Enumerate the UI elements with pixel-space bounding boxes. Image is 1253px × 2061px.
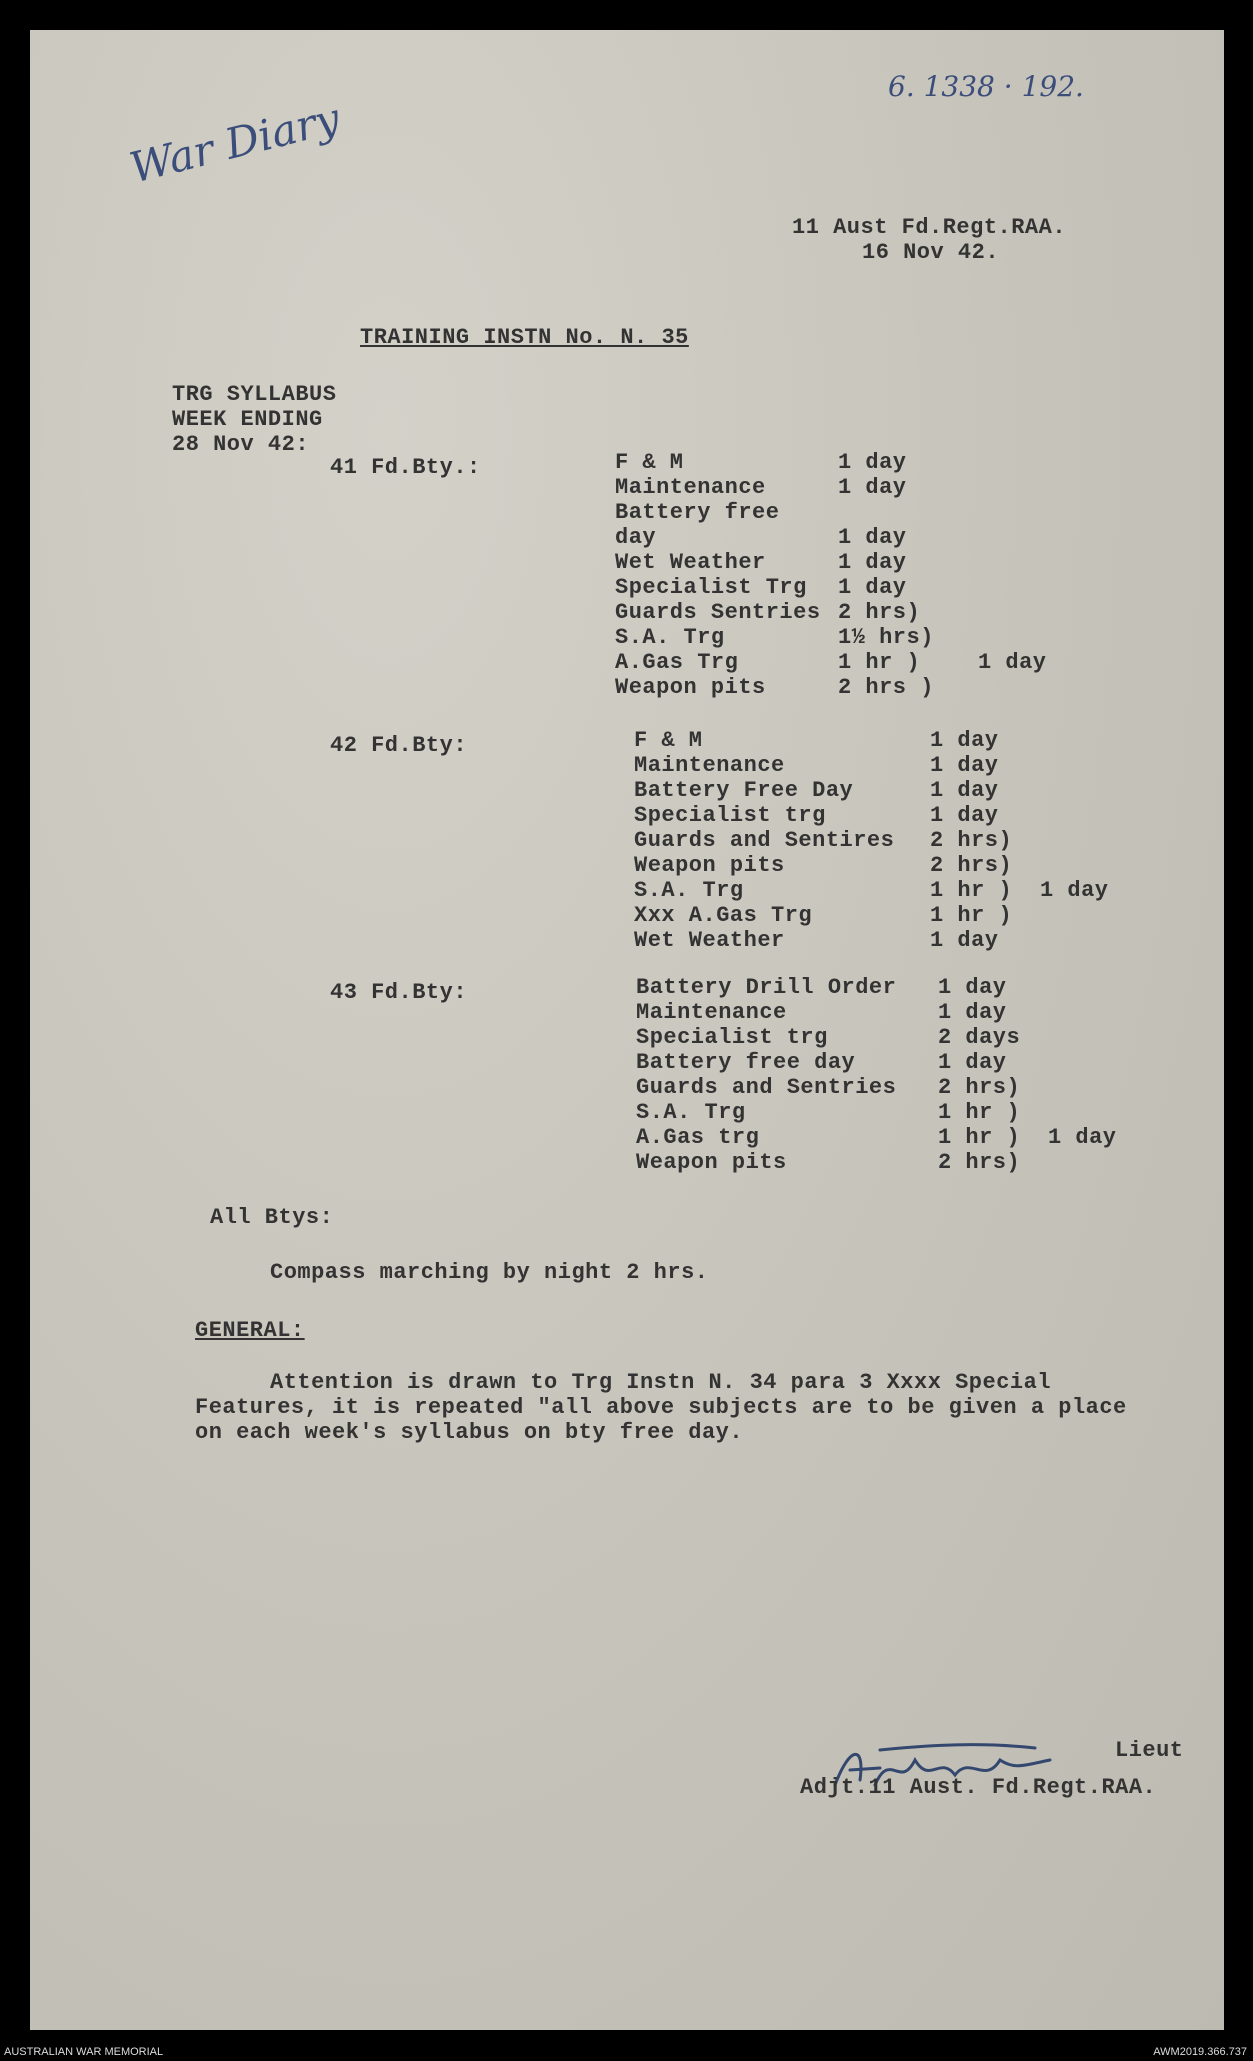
- schedule-time: 1½ hrs): [838, 625, 934, 650]
- schedule-time: 2 hrs): [938, 1075, 1021, 1100]
- schedule-time: 2 hrs): [930, 828, 1013, 853]
- schedule-time: 2 days: [938, 1025, 1021, 1050]
- schedule-subject: A.Gas trg: [636, 1125, 760, 1150]
- schedule-time: 1 day: [938, 975, 1007, 1000]
- schedule-time: 2 hrs): [930, 853, 1013, 878]
- handwritten-ref-number: 6. 1338 · 192.: [888, 70, 1084, 103]
- all-btys-text: Compass marching by night 2 hrs.: [270, 1260, 709, 1285]
- schedule-subject: A.Gas Trg: [615, 650, 739, 675]
- schedule-time: 1 day: [930, 728, 999, 753]
- schedule-time: 1 day: [838, 550, 907, 575]
- schedule-subject: Battery free: [615, 500, 780, 525]
- schedule-time: 1 day: [838, 475, 907, 500]
- schedule-subject: Maintenance: [636, 1000, 787, 1025]
- general-line: Attention is drawn to Trg Instn N. 34 para 3 Xxxx Special: [270, 1370, 1052, 1395]
- schedule-subject: Guards Sentries: [615, 600, 821, 625]
- schedule-subject: F & M: [615, 450, 684, 475]
- group-total: 1 day: [1048, 1125, 1117, 1150]
- schedule-subject: F & M: [634, 728, 703, 753]
- signature-appointment: Adjt.11 Aust. Fd.Regt.RAA.: [800, 1775, 1157, 1800]
- schedule-subject: Wet Weather: [634, 928, 785, 953]
- footer-institution: AUSTRALIAN WAR MEMORIAL: [4, 2046, 164, 2058]
- schedule-subject: Weapon pits: [634, 853, 785, 878]
- schedule-time: 1 day: [938, 1000, 1007, 1025]
- general-heading: GENERAL:: [195, 1318, 305, 1343]
- schedule-subject: Xxx A.Gas Trg: [634, 903, 813, 928]
- battery-name: 42 Fd.Bty:: [330, 733, 468, 758]
- document-page: [30, 30, 1224, 2030]
- signature-rank: Lieut: [1115, 1738, 1184, 1763]
- schedule-subject: Weapon pits: [636, 1150, 787, 1175]
- document-title: TRAINING INSTN No. N. 35: [360, 325, 689, 350]
- schedule-subject: Guards and Sentires: [634, 828, 895, 853]
- footer-accession: AWM2019.366.737: [1153, 2046, 1247, 2058]
- schedule-subject: S.A. Trg: [634, 878, 744, 903]
- schedule-time: 1 day: [838, 575, 907, 600]
- schedule-subject: Specialist trg: [634, 803, 826, 828]
- syllabus-heading-line: WEEK ENDING: [172, 407, 323, 432]
- schedule-time: 1 day: [838, 525, 907, 550]
- schedule-time: 1 hr ): [938, 1100, 1021, 1125]
- schedule-subject: Wet Weather: [615, 550, 766, 575]
- schedule-subject: Specialist Trg: [615, 575, 807, 600]
- schedule-subject: Specialist trg: [636, 1025, 828, 1050]
- schedule-subject: Battery free day: [636, 1050, 856, 1075]
- schedule-subject: day: [615, 525, 657, 550]
- schedule-time: 1 hr ): [938, 1125, 1021, 1150]
- schedule-subject: Battery Drill Order: [636, 975, 897, 1000]
- general-line: on each week's syllabus on bty free day.: [195, 1420, 744, 1445]
- schedule-subject: Battery Free Day: [634, 778, 854, 803]
- schedule-time: 1 day: [930, 803, 999, 828]
- group-total: 1 day: [978, 650, 1047, 675]
- schedule-time: 1 day: [930, 928, 999, 953]
- schedule-time: 1 hr ): [930, 903, 1013, 928]
- schedule-subject: S.A. Trg: [615, 625, 725, 650]
- schedule-time: 1 hr ): [930, 878, 1013, 903]
- schedule-subject: S.A. Trg: [636, 1100, 746, 1125]
- schedule-time: 1 day: [930, 753, 999, 778]
- syllabus-heading-line: TRG SYLLABUS: [172, 382, 337, 407]
- schedule-time: 2 hrs): [938, 1150, 1021, 1175]
- schedule-subject: Guards and Sentries: [636, 1075, 897, 1100]
- schedule-subject: Maintenance: [615, 475, 766, 500]
- schedule-time: 1 day: [930, 778, 999, 803]
- battery-name: 41 Fd.Bty.:: [330, 455, 481, 480]
- schedule-time: 2 hrs): [838, 600, 921, 625]
- schedule-subject: Weapon pits: [615, 675, 766, 700]
- unit-name: 11 Aust Fd.Regt.RAA.: [792, 215, 1067, 240]
- document-date: 16 Nov 42.: [862, 240, 1000, 265]
- schedule-time: 1 hr ): [838, 650, 921, 675]
- all-btys-label: All Btys:: [210, 1205, 334, 1230]
- group-total: 1 day: [1040, 878, 1109, 903]
- syllabus-heading-line: 28 Nov 42:: [172, 432, 310, 457]
- general-line: Features, it is repeated "all above subjects are to be given a place: [195, 1395, 1127, 1420]
- handwritten-war-diary: War Diary: [125, 93, 345, 193]
- schedule-time: 1 day: [938, 1050, 1007, 1075]
- schedule-subject: Maintenance: [634, 753, 785, 778]
- schedule-time: 2 hrs ): [838, 675, 934, 700]
- battery-name: 43 Fd.Bty:: [330, 980, 468, 1005]
- schedule-time: 1 day: [838, 450, 907, 475]
